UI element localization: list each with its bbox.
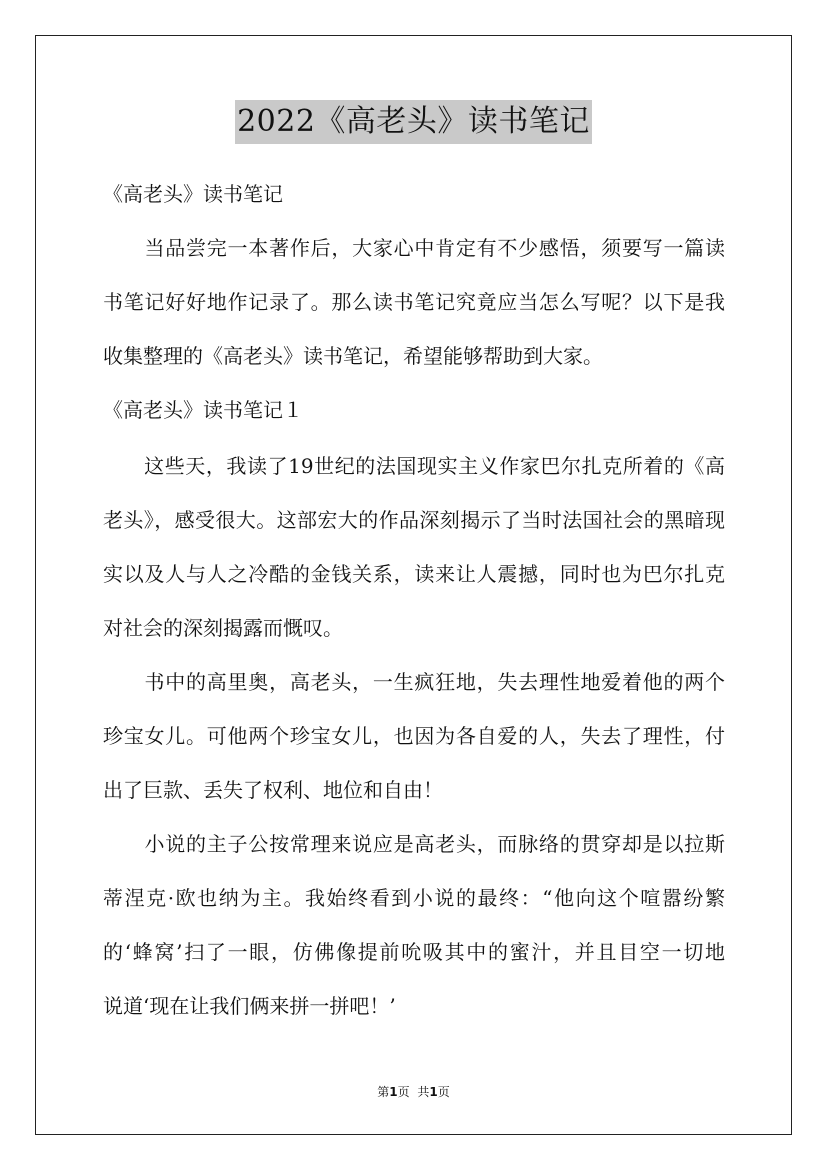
title-container <box>0 100 827 144</box>
paragraph-line: 书中的高里奥，高老头，一生疯狂地，失去理性地爱着他的两个 <box>103 670 725 694</box>
page-label-suffix: 页 <box>397 1085 410 1099</box>
paragraph-line: 对社会的深刻揭露而慨叹。 <box>103 616 343 640</box>
total-pages: 1 <box>429 1085 438 1099</box>
paragraph-line: 实以及人与人之冷酷的金钱关系，读来让人震撼，同时也为巴尔扎克 <box>103 562 725 586</box>
page-number: 1 <box>389 1085 398 1099</box>
paragraph-line: 的‘蜂窝’扫了一眼，仿佛像提前吮吸其中的蜜汁，并且目空一切地 <box>103 940 725 964</box>
paragraph-line: 出了巨款、丢失了权利、地位和自由！ <box>103 778 443 802</box>
paragraph-line: 老头》，感受很大。这部宏大的作品深刻揭示了当时法国社会的黑暗现 <box>103 508 725 532</box>
section-heading: 《高老头》读书笔记 <box>103 182 283 206</box>
total-label-suffix: 页 <box>437 1085 450 1099</box>
page-label-prefix: 第 <box>377 1085 390 1099</box>
paragraph-line: 说道‘现在让我们俩来拼一拼吧！’ <box>103 994 396 1018</box>
document-title: 2022《高老头》读书笔记 <box>235 100 592 144</box>
paragraph-line: 这些天，我读了19世纪的法国现实主义作家巴尔扎克所着的《高 <box>103 454 725 478</box>
paragraph-line: 收集整理的《高老头》读书笔记，希望能够帮助到大家。 <box>103 344 603 368</box>
section-heading: 《高老头》读书笔记１ <box>103 398 303 422</box>
paragraph-line: 小说的主子公按常理来说应是高老头，而脉络的贯穿却是以拉斯 <box>103 832 725 856</box>
total-label-prefix: 共 <box>417 1085 430 1099</box>
paragraph-line: 书笔记好好地作记录了。那么读书笔记究竟应当怎么写呢？以下是我 <box>103 290 725 314</box>
page-footer <box>0 1084 827 1100</box>
paragraph-line: 蒂涅克·欧也纳为主。我始终看到小说的最终：“他向这个喧嚣纷繁 <box>103 886 725 910</box>
paragraph-line: 珍宝女儿。可他两个珍宝女儿，也因为各自爱的人，失去了理性，付 <box>103 724 725 748</box>
paragraph-line: 当品尝完一本著作后，大家心中肯定有不少感悟，须要写一篇读 <box>103 236 725 260</box>
